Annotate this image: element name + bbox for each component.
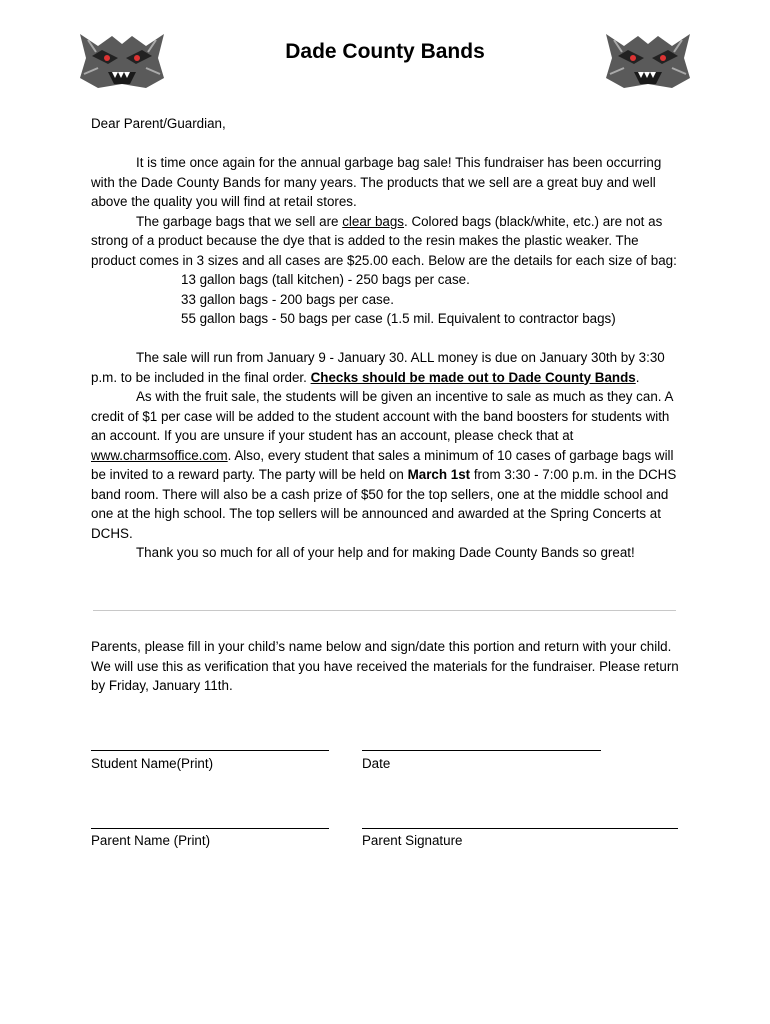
bag-size-list (91, 270, 681, 329)
wolverine-mascot-icon (604, 28, 692, 90)
clear-bags-emphasis: clear bags (342, 213, 404, 229)
parent-signature-label: Parent Signature (362, 833, 463, 848)
incentive-text-end: from 3:30 - 7:00 p.m. in the DCHS band room. There will also be a cash prize of $50 for the top sellers, one at the middle school and one at the high school. The top sellers will be announced and awarded at the Spring Concerts at DCHS. (91, 467, 677, 541)
sale-dates-text-end: . (635, 369, 640, 385)
list-item: 55 gallon bags - 50 bags per case (1.5 mil. Equivalent to contractor bags) (181, 311, 616, 326)
checks-payable-note: Checks should be made out to Dade County Bands (310, 369, 636, 385)
parent-signature-field[interactable] (362, 828, 678, 829)
paragraph-intro: It is time once again for the annual garbage bag sale! This fundraiser has been occurring with the Dade County Bands for many years. The products that we sell are a great buy and well above the quality you will find at retail stores. (91, 155, 662, 209)
parent-name-label: Parent Name (Print) (91, 833, 211, 848)
greeting: Dear Parent/Guardian, (91, 116, 226, 131)
student-name-field[interactable] (91, 750, 329, 751)
paragraph-bags-text-end: . Colored bags (black/white, etc.) are not as strong of a product because the dye that is added to the resin makes the plastic weaker. The product comes in 3 sizes and all cases are $25.00 each. Below are the details for each size of bag: (91, 213, 677, 268)
return-form-instructions: Parents, please fill in your child’s name below and sign/date this portion and return with your child. We will use this as verification that you have received the materials for the fundraiser. Please return by Friday, January 11th. (91, 639, 679, 693)
letter-body (91, 114, 681, 563)
list-item: 33 gallon bags - 200 bags per case. (181, 291, 394, 307)
page-title: Dade County Bands (285, 40, 485, 63)
paragraph-incentive (91, 387, 681, 543)
paragraph-sale-dates (91, 348, 681, 387)
charms-office-link[interactable]: www.charmsoffice.com (91, 447, 228, 463)
section-divider (93, 610, 676, 611)
student-name-label: Student Name(Print) (91, 756, 214, 771)
parent-name-field[interactable] (91, 828, 329, 829)
paragraph-bags (91, 212, 681, 271)
date-field[interactable] (362, 750, 601, 751)
sale-dates-text: The sale will run from January 9 - January 30. ALL money is due on January 30th by 3:30 p.m. to be included in the final order. (91, 350, 665, 385)
paragraph-bags-text: The garbage bags that we sell are (136, 213, 343, 229)
date-label: Date (362, 756, 391, 771)
incentive-text-mid: . Also, every student that sales a minimum of 10 cases of garbage bags will be invited to a reward party. The party will be held on (91, 447, 674, 482)
paragraph-thanks: Thank you so much for all of your help and for making Dade County Bands so great! (136, 545, 635, 560)
incentive-text: As with the fruit sale, the students will be given an incentive to sale as much as they can. A credit of $1 per case will be added to the student account with the band boosters for students with an account. If you are unsure if your student has an account, please check that at (91, 389, 673, 443)
list-item: 13 gallon bags (tall kitchen) - 250 bags per case. (181, 272, 470, 287)
party-date: March 1st (407, 467, 471, 482)
